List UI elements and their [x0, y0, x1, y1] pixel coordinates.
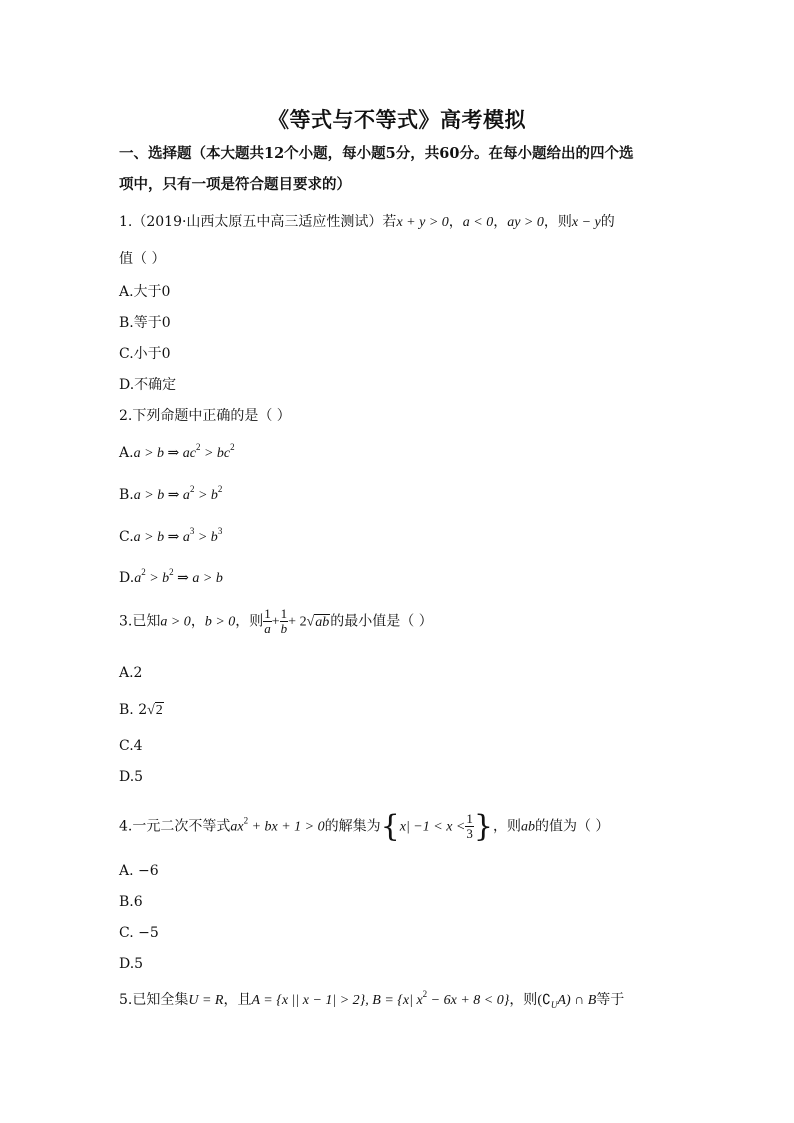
q5-mid2: ，则	[509, 992, 538, 1008]
q5-complement: (∁	[537, 993, 551, 1008]
q3-cond2: b > 0	[204, 614, 236, 630]
q3-frac-a	[263, 607, 272, 636]
q5-set-a: A = {x || x − 1| > 2}, B = {x| x	[251, 993, 423, 1008]
q2-option-d	[119, 567, 223, 587]
q2-c-label: C.	[119, 529, 134, 545]
q1-option-d: D.不确定	[119, 377, 177, 393]
q3-frac-a-num: 1	[264, 606, 271, 621]
question-1-stem-line2: 值（ ）	[119, 251, 166, 267]
q3-option-c: C.4	[119, 738, 143, 754]
q3-option-d: D.5	[119, 769, 144, 785]
q2-a-label: A.	[119, 445, 134, 461]
q2-option-b	[119, 484, 222, 504]
q4-prefix: 4.一元二次不等式	[119, 818, 231, 835]
question-1-stem: 1.（2019·山西太原五中高三适应性测试）若x + y > 0，a < 0，ay > 0，则x − y的	[119, 214, 615, 230]
q2-b-label: B.	[119, 487, 134, 503]
q2-d-mid: > b	[145, 571, 170, 586]
q2-a-mid: > bc	[200, 446, 231, 461]
q1-expr: x − y	[571, 215, 601, 230]
q1-option-c: C.小于0	[119, 346, 171, 362]
q1-option-b: B.等于0	[119, 315, 171, 331]
q4-set: x| −1 < x <	[399, 819, 466, 835]
q5-universe: U = R	[188, 993, 224, 1008]
q4-suffix: 的值为（ ）	[534, 818, 610, 835]
q4-ineq-b: + bx + 1 > 0	[248, 819, 325, 835]
q2-c-exp1: 3	[189, 526, 195, 536]
q3-root: ab	[315, 614, 330, 630]
q2-b-exp2: 2	[217, 484, 223, 494]
q4-option-b: B.6	[119, 894, 143, 910]
q3-frac-b	[280, 607, 289, 636]
q1-cond3: ay > 0	[507, 215, 544, 230]
question-5-stem	[119, 989, 624, 1010]
q2-c-pre: a > b ⇒ a	[133, 530, 190, 545]
q2-c-mid: > b	[194, 530, 218, 545]
q3-plus2: + 2	[288, 614, 307, 630]
q2-a-pre: a > b ⇒ ac	[133, 446, 196, 461]
q4-mid: 的解集为	[324, 818, 381, 835]
q2-d-post: ⇒ a > b	[173, 571, 223, 586]
q2-a-exp1: 2	[195, 442, 201, 452]
q4-ab: ab	[520, 819, 535, 835]
section-heading-line1: 一、选择题（本大题共12个小题，每小题5分，共60分。在每小题给出的四个选	[119, 145, 634, 162]
q2-option-a	[119, 442, 235, 462]
q4-option-a: A. −6	[119, 863, 159, 879]
q5-mid: ，且	[223, 992, 252, 1008]
section-heading-line2: 项中，只有一项是符合题目要求的）	[119, 176, 351, 193]
q3-suffix: 的最小值是（ ）	[330, 613, 433, 630]
q5-prefix: 5.已知全集	[119, 992, 189, 1008]
q4-option-d: D.5	[119, 956, 144, 972]
q1-prefix: 1.（2019·山西太原五中高三适应性测试）若	[119, 214, 397, 230]
question-3-stem: 3.已知a > 0，b > 0，则 $\frac{1}{a}$ + $\frac{1}{b}$ + 2√ab的最小值是（ ）	[119, 606, 433, 636]
q3-option-b-root: 2	[155, 703, 163, 718]
q1-option-a: A.大于0	[119, 284, 171, 300]
q2-d-exp1: 2	[141, 567, 146, 577]
q2-d-pre: a	[134, 571, 142, 586]
q3-option-b: B. 2√2	[119, 702, 163, 718]
q1-cond1: x + y > 0	[396, 215, 449, 230]
q2-b-mid: > b	[194, 488, 218, 503]
q3-frac-a-den: a	[264, 621, 271, 636]
q1-mid: ，则	[543, 214, 572, 230]
q4-ineq-a: ax	[230, 819, 244, 835]
q3-prefix: 3.已知	[119, 613, 161, 630]
q2-d-exp2: 2	[169, 567, 174, 577]
q2-b-exp1: 2	[189, 484, 195, 494]
q4-ineq-exp: 2	[243, 815, 249, 826]
q2-b-pre: a > b ⇒ a	[133, 488, 190, 503]
q4-option-c: C. −5	[119, 925, 159, 941]
question-2-stem: 2.下列命题中正确的是（ ）	[119, 408, 291, 424]
q3-mid: ，则	[235, 613, 264, 630]
q3-frac-b-num: 1	[280, 606, 288, 621]
q1-suffix: 的	[600, 214, 615, 230]
q5-set-b: − 6x + 8 < 0}	[427, 993, 510, 1008]
q5-exp: 2	[422, 989, 428, 999]
q2-a-exp2: 2	[230, 442, 235, 452]
q2-c-exp2: 3	[217, 526, 223, 536]
page-title: 《等式与不等式》高考模拟	[268, 107, 526, 132]
q5-complement-end: A) ∩ B	[557, 993, 597, 1008]
q2-option-c	[119, 526, 222, 546]
q3-frac-b-den: b	[280, 621, 288, 636]
q5-suffix: 等于	[596, 992, 625, 1008]
q3-option-a: A.2	[119, 665, 143, 681]
q4-mid2: ，则	[492, 818, 521, 835]
q5-complement-sub: U	[550, 999, 558, 1010]
q2-d-label: D.	[119, 570, 135, 586]
q3-option-b-label: B. 2	[119, 702, 148, 718]
section-heading	[119, 138, 689, 200]
q4-frac	[465, 812, 474, 841]
q1-cond2: a < 0	[462, 215, 494, 230]
q4-frac-num: 1	[466, 811, 473, 826]
q3-cond1: a > 0	[160, 614, 191, 630]
q4-frac-den: 3	[466, 826, 473, 841]
question-4-stem: 4.一元二次不等式$ax^2$ + bx + 1 > 0的解集为{x| −1 < x < $\frac{1}{3}$ }，则ab的值为（ ）	[119, 809, 610, 844]
